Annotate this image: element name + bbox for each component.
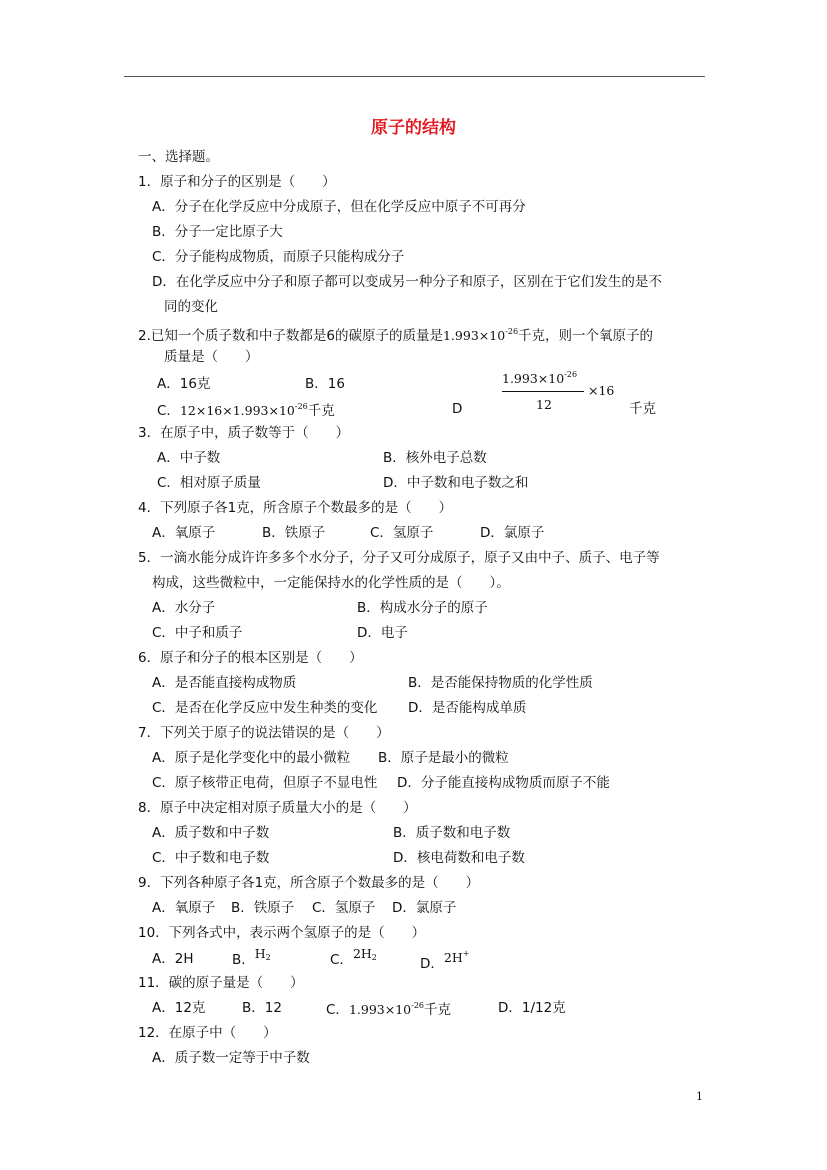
question-5-option-c: C．中子和质子 bbox=[152, 625, 243, 641]
question-11-option-d: D．1/12克 bbox=[498, 1000, 566, 1016]
question-3-option-d: D．中子数和电子数之和 bbox=[383, 475, 529, 491]
question-7-option-b: B．原子是最小的微粒 bbox=[378, 750, 509, 766]
question-6-option-b: B．是否能保持物质的化学性质 bbox=[408, 675, 593, 691]
carbon-mass-expression: $1.993\times 10^{-26}$ bbox=[442, 327, 519, 343]
question-12-stem: 12．在原子中（ ） bbox=[138, 1025, 277, 1041]
question-1-stem: 1．原子和分子的区别是（ ） bbox=[138, 174, 336, 190]
question-5-option-b: B．构成水分子的原子 bbox=[357, 600, 488, 616]
page-number: 1 bbox=[696, 1090, 703, 1103]
section-heading: 一、选择题。 bbox=[138, 149, 219, 165]
question-9-option-b: B．铁原子 bbox=[231, 900, 295, 916]
question-9-stem: 9．下列各种原子各1克，所含原子个数最多的是（ ） bbox=[138, 875, 480, 891]
question-11-option-b: B．12 bbox=[242, 1000, 282, 1016]
question-10-stem: 10．下列各式中，表示两个氢原子的是（ ） bbox=[138, 925, 426, 941]
question-8-option-c: C．中子数和电子数 bbox=[152, 850, 270, 866]
question-11-stem: 11．碳的原子量是（ ） bbox=[138, 975, 304, 991]
question-3-option-b: B．核外电子总数 bbox=[383, 450, 487, 466]
question-2-option-d-unit: 千克 bbox=[629, 401, 656, 417]
question-4-option-d: D．氯原子 bbox=[480, 525, 545, 541]
question-5-stem: 5．一滴水能分成许许多多个水分子，分子又可分成原子，原子又由中子、质子、电子等 bbox=[138, 550, 660, 566]
question-10-option-c: C．$2H_2$ bbox=[330, 946, 377, 968]
question-4-stem: 4．下列原子各1克，所含原子个数最多的是（ ） bbox=[138, 500, 453, 516]
question-7-option-c: C．原子核带正电荷，但原子不显电性 bbox=[152, 775, 378, 791]
question-6-option-d: D．是否能构成单质 bbox=[408, 700, 527, 716]
question-1-option-c: C．分子能构成物质，而原子只能构成分子 bbox=[152, 249, 405, 265]
question-10-option-b: B．$H_2$ bbox=[232, 946, 271, 968]
question-9-option-d: D．氯原子 bbox=[392, 900, 457, 916]
question-9-option-a: A．氧原子 bbox=[152, 900, 216, 916]
header-rule bbox=[124, 76, 705, 77]
page-title: 原子的结构 bbox=[371, 118, 456, 138]
question-8-stem: 8．原子中决定相对原子质量大小的是（ ） bbox=[138, 800, 417, 816]
question-2-option-a: A．16克 bbox=[157, 376, 211, 392]
question-7-option-d: D．分子能直接构成物质而原子不能 bbox=[397, 775, 610, 791]
question-2-option-d-label: D bbox=[452, 401, 463, 417]
question-4-option-c: C．氢原子 bbox=[370, 525, 434, 541]
question-2-stem: 2.已知一个质子数和中子数都是6的碳原子的质量是$1.993\times 10^{-26}$千克，则一个氧原子的 bbox=[138, 327, 654, 344]
question-8-option-b: B．质子数和电子数 bbox=[393, 825, 511, 841]
question-11-option-c: C．$1.993\times 10^{-26}$千克 bbox=[326, 1001, 451, 1018]
question-2-option-b: B．16 bbox=[305, 376, 345, 392]
question-10-option-d: D．2H+ bbox=[420, 949, 470, 972]
question-10-option-a: A．2H bbox=[152, 951, 194, 967]
question-4-option-b: B．铁原子 bbox=[262, 525, 326, 541]
question-9-option-c: C．氢原子 bbox=[312, 900, 376, 916]
question-4-option-a: A．氧原子 bbox=[152, 525, 216, 541]
question-1-option-d: D．在化学反应中分子和原子都可以变成另一种分子和原子，区别在于它们发生的是不 bbox=[152, 274, 662, 290]
question-6-stem: 6．原子和分子的根本区别是（ ） bbox=[138, 650, 363, 666]
question-1-option-a: A．分子在化学反应中分成原子，但在化学反应中原子不可再分 bbox=[152, 199, 526, 215]
question-1-option-d-cont: 同的变化 bbox=[164, 299, 218, 315]
question-2-option-c: C．$12\times 16\times 1.993\times 10^{-26}$千克 bbox=[157, 402, 335, 419]
question-7-stem: 7．下列关于原子的说法错误的是（ ） bbox=[138, 725, 390, 741]
question-3-stem: 3．在原子中，质子数等于（ ） bbox=[138, 425, 350, 441]
question-1-option-b: B．分子一定比原子大 bbox=[152, 224, 283, 240]
question-8-option-d: D．核电荷数和电子数 bbox=[393, 850, 525, 866]
question-7-option-a: A．原子是化学变化中的最小微粒 bbox=[152, 750, 351, 766]
question-3-option-a: A．中子数 bbox=[157, 450, 221, 466]
question-5-option-a: A．水分子 bbox=[152, 600, 216, 616]
question-2-stem-cont: 质量是（ ） bbox=[164, 349, 259, 365]
question-5-option-d: D．电子 bbox=[357, 625, 408, 641]
question-3-option-c: C．相对原子质量 bbox=[157, 475, 261, 491]
question-12-option-a: A．质子数一定等于中子数 bbox=[152, 1050, 310, 1066]
question-8-option-a: A．质子数和中子数 bbox=[152, 825, 270, 841]
question-5-stem-cont: 构成，这些微粒中，一定能保持水的化学性质的是（ ）。 bbox=[152, 575, 510, 591]
question-6-option-a: A．是否能直接构成物质 bbox=[152, 675, 297, 691]
question-11-option-a: A．12克 bbox=[152, 1000, 206, 1016]
question-6-option-c: C．是否在化学反应中发生种类的变化 bbox=[152, 700, 378, 716]
